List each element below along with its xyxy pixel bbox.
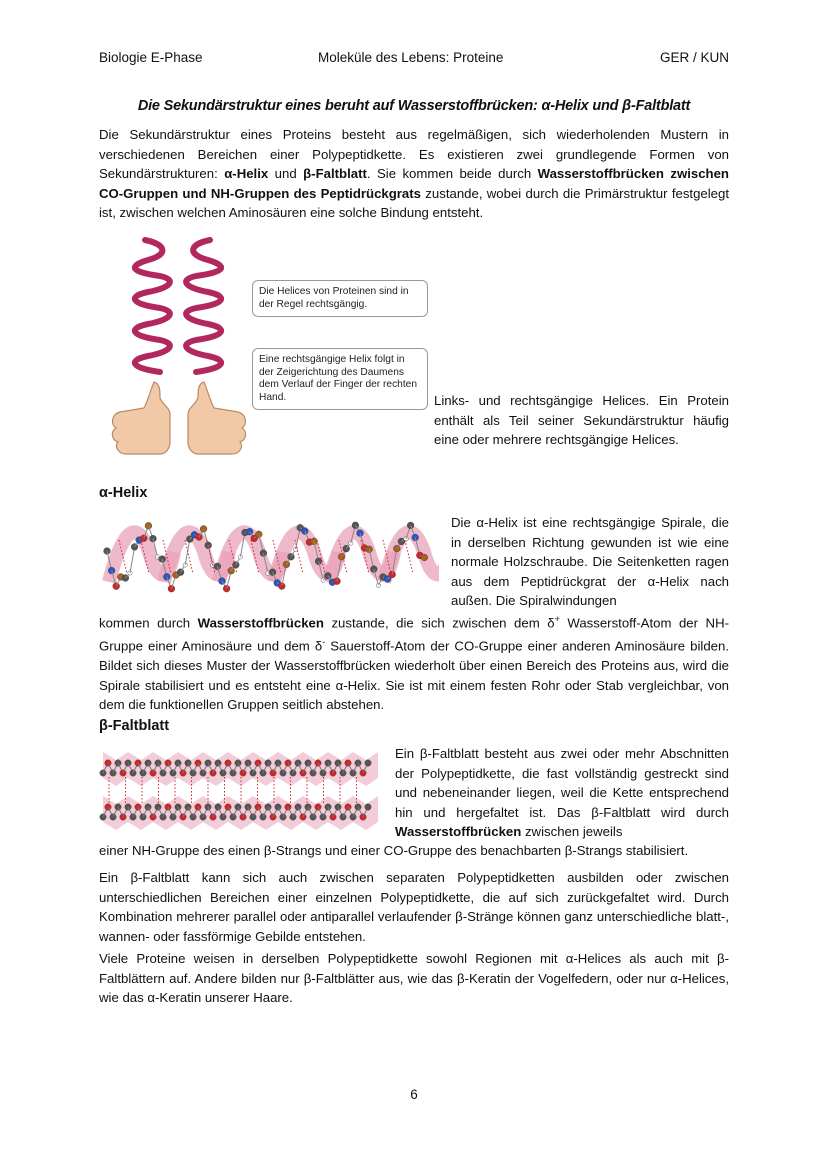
beta-sheet-heading: β-Faltblatt [99,718,170,734]
atom [168,585,175,592]
atom [288,553,295,560]
atom [324,572,331,579]
alpha-helix-heading: α-Helix [99,485,148,501]
atom [407,522,414,529]
page-title: Die Sekundärstruktur eines beruht auf Wasserstoffbrücken: α-Helix und β-Faltblatt [137,98,691,114]
atom [370,566,377,573]
atom [301,528,308,535]
atom [177,569,184,576]
atom [421,554,428,561]
alpha-helix-model [99,512,439,602]
atom [376,583,380,587]
left-helix-illustration [135,240,170,372]
atom [366,546,373,553]
header-left: Biologie E-Phase [99,50,203,65]
right-thumb-icon [188,382,246,454]
helix-hands-figure [100,232,280,462]
atom [145,522,152,529]
alpha-helix-side-text: Die α-Helix ist eine rechtsgängige Spirale, die in derselben Richtung gewunden ist wie eine normale Holzschraube. Die Seitenketten ragen aus dem Peptidrückgrat der α-Helix nach außen. Die Spiralwindungen [451,515,729,609]
beta-sheet-paragraph-2: Ein β-Faltblatt kann sich auch zwischen separaten Polypeptidketten ausbilden oder zwischen unterschiedlichen Bereichen einer einzelnen Polypeptidkette, die auf sich zurückgefaltet wird. Durch Kombination mehrerer parallel oder antiparallel verlaufender β-Stränge können ganz unterschiedliche blatt-, wannen- oder fassförmige Gebilde entstehen. [99,870,729,944]
atom [260,550,267,557]
header-center: Moleküle des Lebens: Proteine [318,50,504,65]
callout-right-handed: Die Helices von Proteinen sind in der Regel rechtsgängig. [252,280,428,317]
bond [185,539,190,565]
hydrogen-bond [405,540,413,574]
atom [365,804,371,810]
combined-structures-paragraph: Viele Proteine weisen in derselben Polypeptidkette sowohl Regionen mit α-Helices als auch mit β-Faltblättern auf. Andere bilden nur β-Faltblätter aus, wie das β-Keratin der Vogelfedern, oder nur α-Helices, wie das α-Keratin unserer Haare. [99,951,729,1006]
beta-sheet-model [99,744,381,836]
callout-thumb-rule: Eine rechtsgängige Helix folgt in der Zeigerichtung des Daumens dem Verlauf der Finger der rechten Hand. [252,348,428,410]
alpha-helix-paragraph: kommen durch Wasserstoffbrücken zustande, die sich zwischen dem δ+ Wasserstoff-Atom der NH-Gruppe einer Aminosäure und dem δ- Sauerstoff-Atom der CO-Gruppe einer anderen Aminosäure bilden. Bildet sich dieses Muster der Wasserstoffbrücken wiederholt über einen Bereich des Proteins aus, wird die Spirale stabilisiert und es entsteht eine α-Helix. Sie ist mit einem festen Rohr oder Stab vergleichbar, von dem die funktionellen Gruppen seitlich abstehen. [99,614,729,713]
atom [338,553,345,560]
intro-paragraph: Die Sekundärstruktur eines Proteins besteht aus regelmäßigen, sich wiederholenden Mustern in verschiedenen Bereichen einer Polypeptidkette. Es existieren zwei grundlegende Formen von Sekundärstrukturen: α-Helix und β-Faltblatt. Sie kommen beide durch Wasserstoffbrücken zwischen CO-Gruppen und NH-Gruppen des Peptidrückgrats zustande, wobei durch die Primärstruktur festgelegt ist, zwischen welchen Aminosäuren eine solche Bindung entsteht. [99,127,730,221]
atom [255,531,262,538]
atom [223,585,230,592]
atom [108,567,115,574]
atom [283,561,290,568]
right-helix-illustration [186,240,221,372]
left-thumb-icon [112,382,170,454]
beta-sheet-side-text: Ein β-Faltblatt besteht aus zwei oder mehr Abschnitten der Polypeptidkette, die fast vollständig gestreckt sind und nebeneinander liegen, weil die Kette entsprechend hin und hergefaltet ist. Das β-Faltblatt wird durch Wasserstoffbrücken zwischen jeweils [395,746,729,840]
atom [412,534,419,541]
beta-sheet-continued: einer NH-Gruppe des einen β-Strangs und einer CO-Gruppe des benachbarten β-Strangs stabilisiert. [99,843,689,858]
atom [365,760,371,766]
header-right: GER / KUN [659,50,729,65]
figure-caption: Links- und rechtsgängige Helices. Ein Protein enthält als Teil seiner Sekundärstruktur häufig eine oder mehrere rechtsgängige Helices. [434,393,729,448]
atom [352,522,359,529]
page-number: 6 [410,1087,418,1102]
bond [130,547,135,573]
